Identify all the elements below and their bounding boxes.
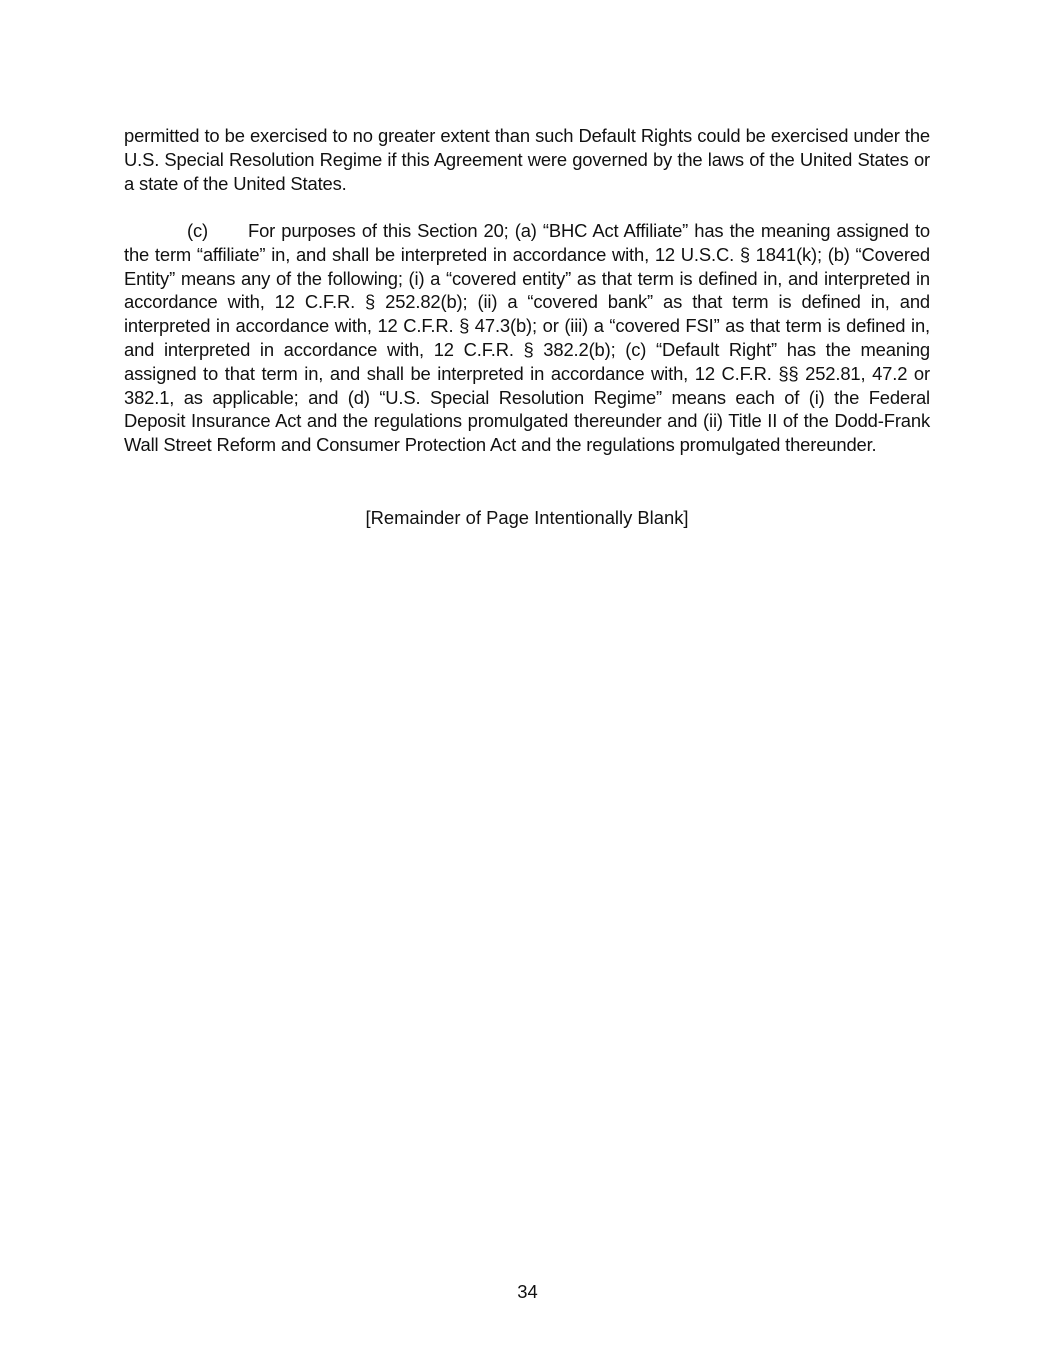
- page-number: 34: [517, 1281, 538, 1302]
- remainder-note: [Remainder of Page Intentionally Blank]: [365, 507, 689, 528]
- paragraph-c-text: For purposes of this Section 20; (a) “BHC Act Affiliate” has the meaning assigned to the term “affiliate” in, and shall be interpreted in accordance with, 12 U.S.C. § 1841(k); (b) “Covered Entity” means any of the following; (i) a “covered entity” as that term is defined in, and interpreted in accordance with, 12 C.F.R. § 252.82(b); (ii) a “covered bank” as that term is defined in, and interpreted in accordance with, 12 C.F.R. § 47.3(b); or (iii) a “covered FSI” as that term is defined in, and interpreted in accordance with, 12 C.F.R. § 382.2(b); (c) “Default Right” has the meaning assigned to that term in, and shall be interpreted in accordance with, 12 C.F.R. §§ 252.81, 47.2 or 382.1, as applicable; and (d) “U.S. Special Resolution Regime” means each of (i) the Federal Deposit Insurance Act and the regulations promulgated thereunder and (ii) Title II of the Dodd-Frank Wall Street Reform and Consumer Protection Act and the regulations promulgated thereunder.: [124, 220, 930, 456]
- continued-paragraph: permitted to be exercised to no greater extent than such Default Rights could be exercised under the U.S. Special Resolution Regime if this Agreement were governed by the laws of the United States or a state of the United States.: [124, 125, 930, 194]
- paragraph-c: [124, 219, 930, 457]
- paragraph-c-marker: (c): [187, 220, 208, 241]
